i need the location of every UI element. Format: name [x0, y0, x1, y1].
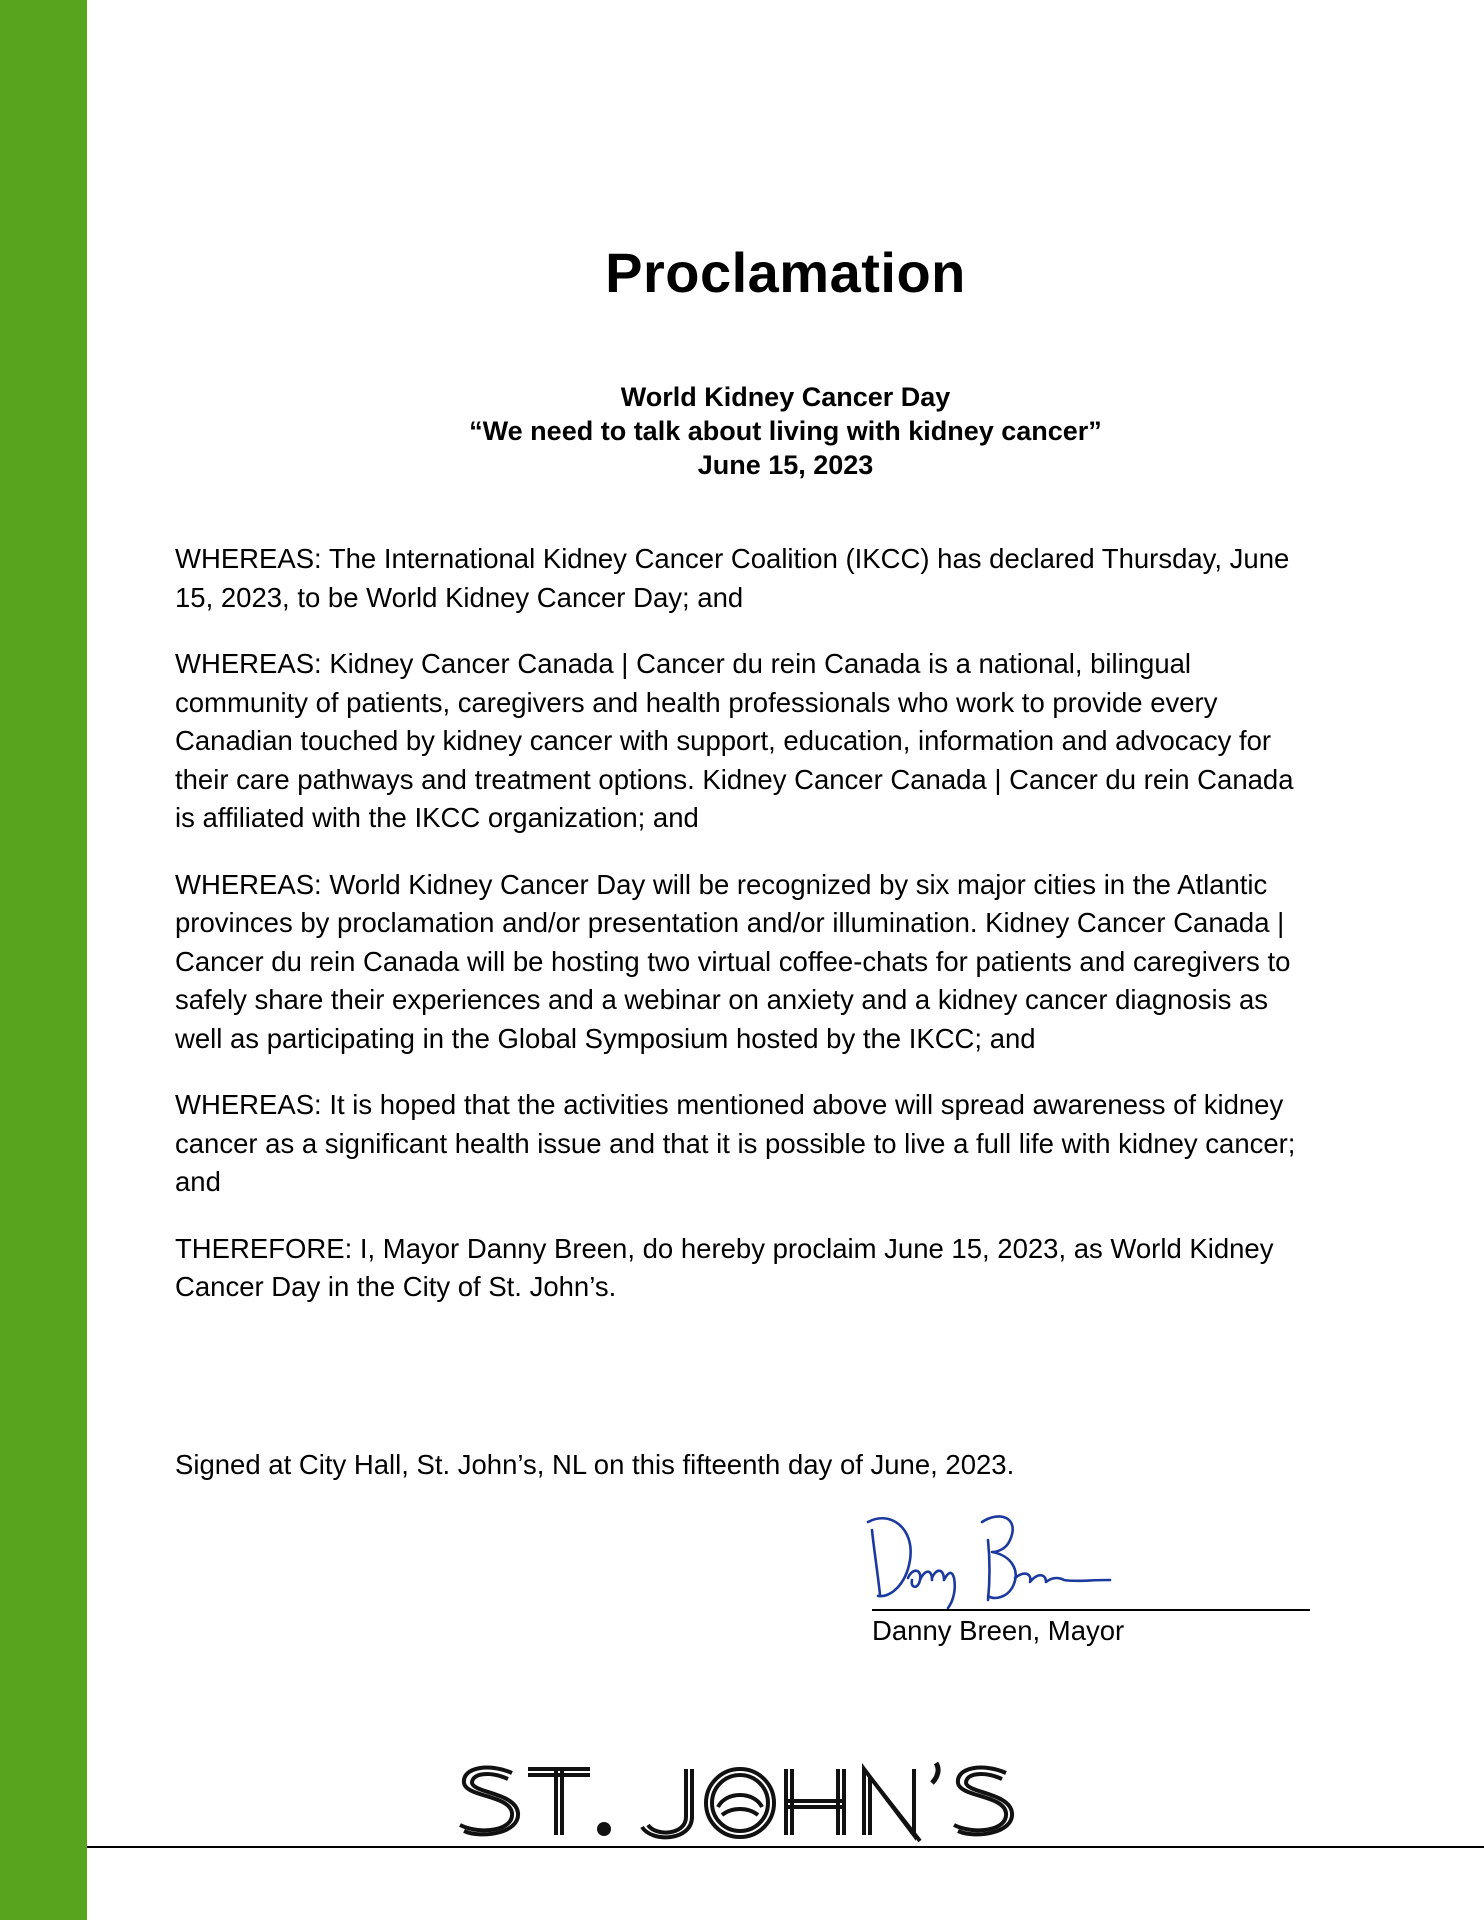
- signatory-name: Danny Breen, Mayor: [872, 1615, 1125, 1646]
- page-title: Proclamation: [605, 241, 966, 304]
- subtitle-block: [87, 380, 1484, 482]
- green-side-bar: [0, 0, 87, 1920]
- whereas-paragraph-3: WHEREAS: World Kidney Cancer Day will be recognized by six major cities in the Atlantic provinces by proclamation and/or presentation and/or illumination. Kidney Cancer Canada | Cancer du rein Canada will be hosting two virtual coffee-chats for patients and caregivers to safely share their experiences and a webinar on anxiety and a kidney cancer diagnosis as well as participating in the Global Symposium hosted by the IKCC; and: [175, 868, 1291, 1054]
- signed-statement: Signed at City Hall, St. John’s, NL on this fifteenth day of June, 2023.: [175, 1449, 1015, 1480]
- event-name: World Kidney Cancer Day: [620, 382, 951, 412]
- whereas-paragraph-4: WHEREAS: It is hoped that the activities mentioned above will spread awareness of kidney cancer as a significant health issue and that it is possible to live a full life with kidney cancer; and: [175, 1089, 1296, 1197]
- event-theme: “We need to talk about living with kidney cancer”: [469, 416, 1102, 446]
- bottom-rule: [87, 1846, 1484, 1848]
- proclamation-body: [175, 540, 1305, 1335]
- st-johns-logo: [450, 1755, 1050, 1845]
- whereas-paragraph-2: WHEREAS: Kidney Cancer Canada | Cancer du rein Canada is a national, bilingual community of patients, caregivers and health professionals who work to provide every Canadian touched by kidney cancer with support, education, information and advocacy for their care pathways and treatment options. Kidney Cancer Canada | Cancer du rein Canada is affiliated with the IKCC organization; and: [175, 648, 1294, 833]
- event-date: June 15, 2023: [697, 450, 874, 480]
- mayor-signature: [860, 1500, 1120, 1610]
- therefore-paragraph: THEREFORE: I, Mayor Danny Breen, do hereby proclaim June 15, 2023, as World Kidney Cancer Day in the City of St. John’s.: [175, 1232, 1274, 1302]
- whereas-paragraph-1: WHEREAS: The International Kidney Cancer Coalition (IKCC) has declared Thursday, June 15, 2023, to be World Kidney Cancer Day; and: [175, 543, 1290, 613]
- signature-line: [872, 1609, 1310, 1611]
